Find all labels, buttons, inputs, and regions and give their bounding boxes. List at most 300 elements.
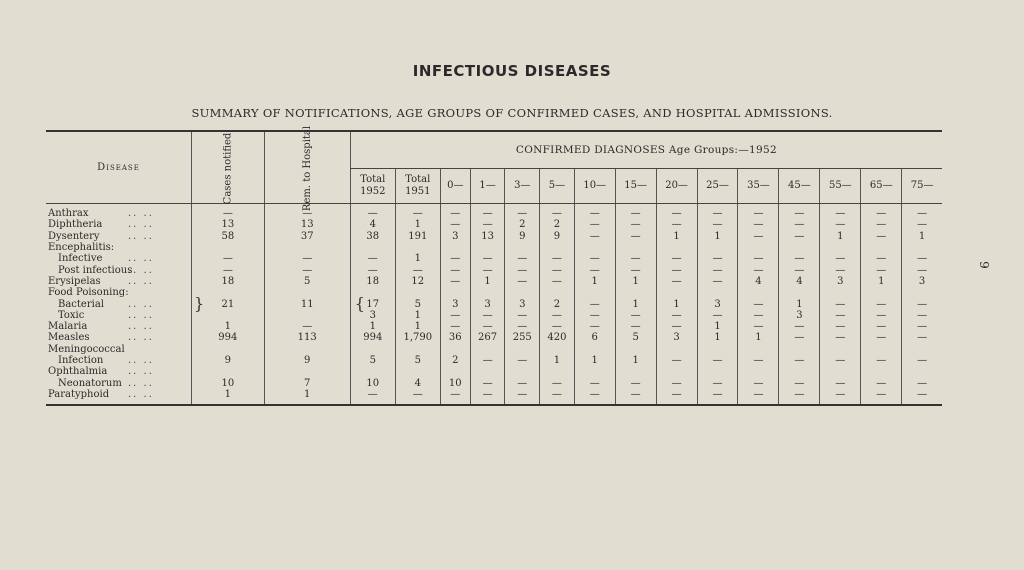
table-cell (902, 287, 942, 298)
table-cell: — (902, 264, 942, 275)
disease-label: Infective (58, 253, 103, 265)
table-cell: — (574, 389, 615, 405)
table-cell: 38 (350, 231, 395, 242)
table-cell: 3 (350, 310, 395, 321)
confirmed-diagnoses-header: CONFIRMED DIAGNOSES Age Groups:—1952 (350, 131, 942, 169)
table-cell: — (697, 253, 738, 264)
table-row (46, 204, 942, 220)
table-cell (264, 344, 350, 355)
table-cell: 2 (505, 219, 540, 230)
table-subtitle: SUMMARY OF NOTIFICATIONS, AGE GROUPS OF CONFIRMED CASES, AND HOSPITAL ADMISSIONS. (191, 106, 833, 120)
table-cell (779, 344, 820, 355)
table-cell: — (470, 355, 505, 366)
table-cell: — (861, 219, 902, 230)
table-cell: — (779, 264, 820, 275)
table-cell: — (861, 310, 902, 321)
table-cell: — (505, 310, 540, 321)
disease-label: Post infectious (58, 264, 133, 276)
table-cell: — (656, 253, 697, 264)
table-row (46, 366, 942, 377)
table-cell: — (820, 204, 861, 220)
table-cell: 1 (574, 276, 615, 287)
table-cell: 1 (861, 276, 902, 287)
table-cell (656, 344, 697, 355)
table-cell: — (615, 389, 656, 405)
table-cell: 4 (350, 219, 395, 230)
age-group-header: 25— (697, 169, 738, 204)
table-cell (738, 344, 779, 355)
table-cell (505, 344, 540, 355)
table-cell: — (505, 377, 540, 388)
table-row (46, 377, 942, 388)
disease-name (46, 242, 192, 253)
table-row (46, 287, 942, 298)
table-cell: — (470, 264, 505, 275)
table-cell: 4 (395, 377, 440, 388)
table-cell: 1 (395, 321, 440, 332)
table-cell: — (470, 219, 505, 230)
table-cell (697, 344, 738, 355)
group-brace: } (194, 294, 205, 314)
table-cell: 5 (615, 332, 656, 343)
disease-label: Dysentery (48, 230, 100, 242)
table-cell (505, 242, 540, 253)
table-cell: — (540, 377, 575, 388)
table-cell (697, 287, 738, 298)
table-cell: 3 (440, 298, 470, 309)
table-cell (192, 344, 265, 355)
table-cell (656, 366, 697, 377)
table-cell: — (738, 298, 779, 309)
table-cell (820, 287, 861, 298)
table-cell: 58 (192, 231, 265, 242)
table-cell (264, 287, 350, 298)
leader-dots: .. .. (128, 321, 154, 333)
table-cell: 5 (395, 298, 440, 309)
table-cell: 994 (192, 332, 265, 343)
table-cell: — (902, 219, 942, 230)
table-cell: 1 (615, 276, 656, 287)
table-row (46, 355, 942, 366)
table-cell: — (697, 219, 738, 230)
table-cell: 11 (264, 298, 350, 309)
table-cell: 7 (264, 377, 350, 388)
table-cell: — (615, 264, 656, 275)
table-cell: — (505, 204, 540, 220)
table-cell: — (574, 310, 615, 321)
table-cell: — (505, 321, 540, 332)
disease-label: Food Poisoning: (48, 287, 129, 299)
leader-dots: .. .. (128, 219, 154, 231)
table-cell: — (820, 355, 861, 366)
table-cell (192, 242, 265, 253)
disease-name (46, 310, 192, 321)
table-cell (540, 242, 575, 253)
table-cell: — (656, 204, 697, 220)
table-cell: — (656, 389, 697, 405)
age-group-header: 5— (540, 169, 575, 204)
table-cell (615, 344, 656, 355)
table-cell: 21 } (192, 298, 265, 309)
table-cell: — (505, 355, 540, 366)
disease-name (46, 344, 192, 355)
table-cell: — (779, 389, 820, 405)
table-cell (820, 242, 861, 253)
age-group-header: 1— (470, 169, 505, 204)
disease-name (46, 253, 192, 264)
table-cell: 4 (779, 276, 820, 287)
disease-header: Disease (46, 131, 192, 204)
table-cell: 9 (540, 231, 575, 242)
table-cell: — (697, 204, 738, 220)
table-cell: — (902, 310, 942, 321)
table-cell (470, 242, 505, 253)
table-cell: — (779, 321, 820, 332)
table-cell: 10 (440, 377, 470, 388)
table-cell (395, 287, 440, 298)
table-cell (540, 287, 575, 298)
table-cell: — (902, 204, 942, 220)
table-cell: — (574, 219, 615, 230)
table-cell: — (574, 204, 615, 220)
table-cell (440, 344, 470, 355)
leader-dots: .. .. (128, 230, 154, 242)
age-group-header: 20— (656, 169, 697, 204)
age-group-header: 45— (779, 169, 820, 204)
table-cell: 3 (779, 310, 820, 321)
table-cell: — (440, 264, 470, 275)
table-cell: 1,790 (395, 332, 440, 343)
table-cell (440, 242, 470, 253)
table-cell: 3 (440, 231, 470, 242)
table-cell: 191 (395, 231, 440, 242)
table-cell: 1 (395, 310, 440, 321)
table-cell: 1 (470, 276, 505, 287)
table-cell: 9 (264, 355, 350, 366)
table-cell: — (440, 389, 470, 405)
leader-dots: .. .. (128, 275, 154, 287)
table-cell: — (574, 264, 615, 275)
age-group-header: 35— (738, 169, 779, 204)
table-row (46, 344, 942, 355)
table-cell: 3 (820, 276, 861, 287)
table-cell: 1 (192, 321, 265, 332)
table-cell: — (902, 377, 942, 388)
table-cell (470, 366, 505, 377)
table-cell: 1 (615, 298, 656, 309)
table-row (46, 219, 942, 230)
table-cell: — (440, 219, 470, 230)
table-cell: — (779, 219, 820, 230)
table-cell (697, 242, 738, 253)
table-cell: — (820, 321, 861, 332)
table-cell (574, 242, 615, 253)
table-cell (615, 366, 656, 377)
disease-name (46, 377, 192, 388)
table-cell: 37 (264, 231, 350, 242)
table-row (46, 310, 942, 321)
table-cell: — (697, 389, 738, 405)
disease-label: Anthrax (48, 208, 89, 220)
table-cell: 1 (697, 321, 738, 332)
disease-label: Infection (58, 355, 104, 366)
disease-name (46, 219, 192, 230)
disease-name (46, 287, 192, 298)
table-cell: — (264, 264, 350, 275)
table-cell: — (574, 321, 615, 332)
table-cell: — (615, 219, 656, 230)
table-cell: — (350, 389, 395, 405)
table-cell: — (470, 310, 505, 321)
table-cell: — (697, 264, 738, 275)
table-cell: — (440, 204, 470, 220)
table-cell (505, 366, 540, 377)
table-cell: — (861, 231, 902, 242)
table-cell (264, 242, 350, 253)
table-cell: 1 (656, 298, 697, 309)
table-cell (861, 366, 902, 377)
disease-name (46, 276, 192, 287)
table-cell: 4 (738, 276, 779, 287)
table-cell: — (861, 332, 902, 343)
table-cell (192, 366, 265, 377)
table-cell: 36 (440, 332, 470, 343)
table-cell: 267 (470, 332, 505, 343)
table-cell: — (656, 219, 697, 230)
table-cell (615, 242, 656, 253)
table-cell (540, 344, 575, 355)
table-cell: — (861, 389, 902, 405)
leader-dots: .. .. (128, 366, 154, 378)
table-cell (779, 366, 820, 377)
table-cell: — (440, 253, 470, 264)
table-cell: — (470, 389, 505, 405)
disease-label: Diphtheria (48, 219, 103, 231)
table-cell: — (738, 310, 779, 321)
leader-dots: .. .. (128, 377, 154, 389)
table-cell: — (861, 204, 902, 220)
table-cell: — (738, 253, 779, 264)
table-cell (779, 242, 820, 253)
table-cell: — (615, 321, 656, 332)
table-cell: — (540, 264, 575, 275)
leader-dots: .. .. (128, 332, 154, 344)
table-cell: — (656, 355, 697, 366)
table-cell: 3 (902, 276, 942, 287)
table-row (46, 298, 942, 309)
table-cell: 9 (192, 355, 265, 366)
table-cell: — (350, 264, 395, 275)
table-cell: — (264, 321, 350, 332)
table-cell: 18 (192, 276, 265, 287)
table-cell: 10 (350, 377, 395, 388)
disease-name (46, 389, 192, 405)
table-cell: 5 (264, 276, 350, 287)
table-row (46, 276, 942, 287)
table-cell: — (820, 332, 861, 343)
table-cell (350, 242, 395, 253)
table-cell: — (779, 355, 820, 366)
disease-label: Encephalitis: (48, 242, 115, 254)
table-cell: — (656, 264, 697, 275)
table-cell: — (395, 264, 440, 275)
table-cell: — (540, 204, 575, 220)
age-group-header: 3— (505, 169, 540, 204)
table-cell: — (902, 298, 942, 309)
table-cell: — (540, 276, 575, 287)
table-row (46, 231, 942, 242)
disease-label: Malaria (48, 321, 88, 333)
table-cell: — (902, 389, 942, 405)
table-cell: — (656, 377, 697, 388)
disease-label: Toxic (58, 309, 85, 321)
table-cell: 1 (697, 231, 738, 242)
table-cell: 3 (505, 298, 540, 309)
table-cell (656, 287, 697, 298)
table-cell (470, 287, 505, 298)
table-cell: — (861, 298, 902, 309)
table-cell: 13 (470, 231, 505, 242)
table-cell: — (264, 253, 350, 264)
table-cell: 1 (395, 219, 440, 230)
table-row (46, 264, 942, 275)
table-cell: — (738, 231, 779, 242)
total-1952-header: Total 1952 (350, 169, 395, 204)
table-cell: — (697, 310, 738, 321)
table-cell: — (656, 321, 697, 332)
table-cell: — (470, 253, 505, 264)
table-cell (861, 344, 902, 355)
rem-to-hospital-header: Rem. to Hospital (264, 131, 350, 204)
infectious-diseases-table (46, 125, 942, 406)
age-group-header: 0— (440, 169, 470, 204)
table-cell: 3 (697, 298, 738, 309)
table-cell: — (738, 321, 779, 332)
table-cell (738, 242, 779, 253)
disease-name (46, 204, 192, 220)
table-cell: — (779, 253, 820, 264)
table-cell: — (861, 253, 902, 264)
table-cell: — (861, 321, 902, 332)
disease-label: Measles (48, 332, 90, 344)
disease-name (46, 332, 192, 343)
table-cell (574, 287, 615, 298)
table-cell: — (615, 253, 656, 264)
table-cell: — (697, 276, 738, 287)
table-cell: 1 (615, 355, 656, 366)
total-1951-header: Total 1951 (395, 169, 440, 204)
table-cell: — (779, 332, 820, 343)
table-cell: — (697, 355, 738, 366)
table-cell: 3 (470, 298, 505, 309)
table-cell (350, 366, 395, 377)
table-cell: 255 (505, 332, 540, 343)
disease-name (46, 355, 192, 366)
table-cell (505, 287, 540, 298)
table-cell: — (505, 264, 540, 275)
table-cell (470, 344, 505, 355)
table-cell: — (264, 204, 350, 220)
table-cell (540, 366, 575, 377)
table-cell: — (505, 389, 540, 405)
disease-label: Erysipelas (48, 275, 101, 287)
table-cell: 1 (902, 231, 942, 242)
table-cell (902, 242, 942, 253)
disease-label: Bacterial (58, 298, 104, 310)
table-cell: 113 (264, 332, 350, 343)
table-cell: — (440, 276, 470, 287)
table-cell: — (820, 253, 861, 264)
table-cell: 1 (574, 355, 615, 366)
leader-dots: .. .. (128, 264, 154, 276)
table-cell: — (470, 377, 505, 388)
table-cell: 6 (574, 332, 615, 343)
table-cell: — (615, 377, 656, 388)
table-cell (264, 310, 350, 321)
table-cell: 1 (820, 231, 861, 242)
table-cell (440, 287, 470, 298)
table-cell: — (820, 377, 861, 388)
table-cell (395, 344, 440, 355)
table-cell (395, 366, 440, 377)
table-row (46, 389, 942, 405)
table-cell (264, 366, 350, 377)
table-cell: 1 (350, 321, 395, 332)
disease-label: Neonatorum (58, 377, 122, 389)
disease-name (46, 366, 192, 377)
table-cell: 12 (395, 276, 440, 287)
table-cell: 9 (505, 231, 540, 242)
table-cell: — (574, 377, 615, 388)
table-cell (574, 366, 615, 377)
table-cell: 1 (697, 332, 738, 343)
table-cell: 420 (540, 332, 575, 343)
table-cell: — (574, 298, 615, 309)
table-cell: — (505, 253, 540, 264)
table-cell: — (395, 389, 440, 405)
table-cell: 1 (540, 355, 575, 366)
table-cell: — (820, 219, 861, 230)
table-cell: 13 (192, 219, 265, 230)
table-cell: 1 (395, 253, 440, 264)
table-cell: 13 (264, 219, 350, 230)
table-cell: — (820, 298, 861, 309)
table-cell: — (574, 231, 615, 242)
age-group-header: 65— (861, 169, 902, 204)
table-cell: — (861, 355, 902, 366)
table-cell: 2 (540, 219, 575, 230)
table-cell: — (738, 264, 779, 275)
disease-label: Paratyphoid (48, 388, 110, 400)
table-row (46, 332, 942, 343)
table-cell: 1 (738, 332, 779, 343)
table-cell: 1 (192, 389, 265, 405)
table-cell: — (440, 310, 470, 321)
table-cell (615, 287, 656, 298)
table-cell: — (738, 204, 779, 220)
table-cell: — (350, 253, 395, 264)
table-cell: — (820, 310, 861, 321)
table-cell: — (540, 321, 575, 332)
table-cell (820, 344, 861, 355)
table-cell: — (779, 231, 820, 242)
table-cell: — (192, 253, 265, 264)
table-cell: 1 (264, 389, 350, 405)
age-group-header: 75— (902, 169, 942, 204)
table-cell: 5 (350, 355, 395, 366)
disease-name (46, 264, 192, 275)
table-cell (395, 242, 440, 253)
